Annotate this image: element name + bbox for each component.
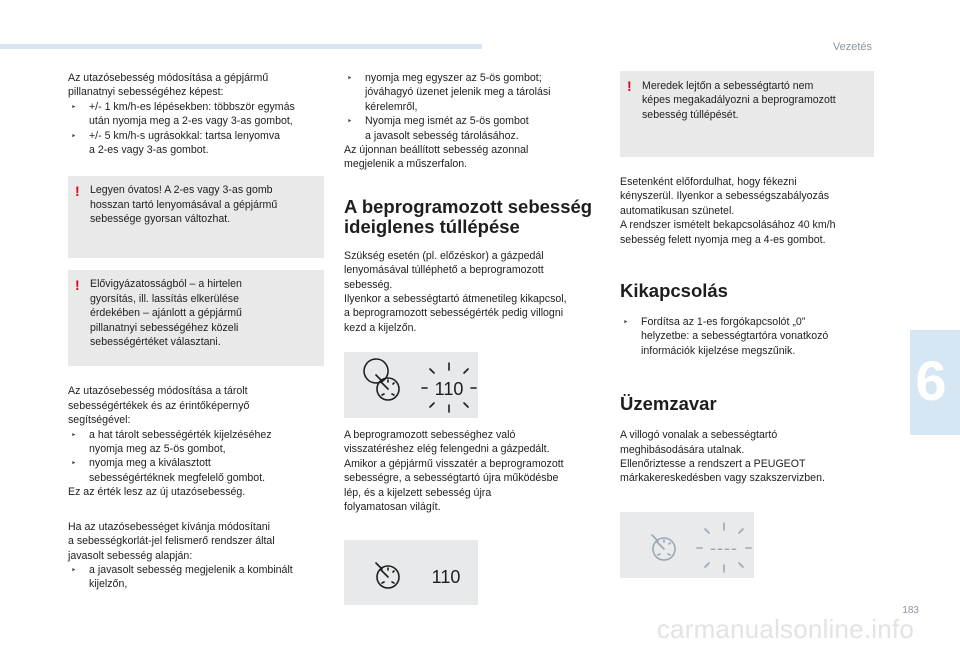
text-line: segítségével: xyxy=(68,414,131,427)
text-line: jóváhagyó üzenet jelenik meg a tárolási xyxy=(365,86,551,99)
bullet-item xyxy=(344,114,606,143)
warning-icon: ! xyxy=(75,277,80,294)
bullet-item xyxy=(68,428,324,457)
text-line: megjelenik a műszerfalon. xyxy=(344,158,468,171)
text-line: után nyomja meg a 2-es vagy 3-as gombot, xyxy=(89,115,293,128)
text-line: Legyen óvatos! A 2-es vagy 3-as gomb xyxy=(90,184,273,197)
text-line: folyamatosan világít. xyxy=(344,501,441,514)
text-line: automatikusan szünetel. xyxy=(620,204,735,217)
braking-paragraph xyxy=(620,175,874,247)
text-line: A villogó vonalak a sebességtartó xyxy=(620,429,778,442)
speedometer-icon xyxy=(376,563,399,588)
heading-line: ideiglenes túllépése xyxy=(344,215,520,237)
text-line: sebessége gyorsan változhat. xyxy=(90,213,231,226)
text-line: ‣ Nyomja meg ismét az 5-ös gombot xyxy=(365,115,529,128)
stored-outro xyxy=(68,485,324,499)
text-line: javasolt sebesség alapján: xyxy=(68,549,193,562)
text-line: visszatéréshez elég felengedni a gázpedált. xyxy=(344,443,550,456)
text-line: hosszan tartó lenyomásával a gépjármű xyxy=(90,198,278,211)
text-line: meghibásodására utalnak. xyxy=(620,443,745,456)
overspeed-paragraph xyxy=(344,249,606,335)
text-line: ‣ a hat tárolt sebességérték kijelzéséhez xyxy=(89,428,272,441)
text-line: Ellenőriztesse a rendszert a PEUGEOT xyxy=(620,458,806,471)
text-line: érdekében – ajánlott a gépjármű xyxy=(90,307,242,320)
text-line: Amikor a gépjármű visszatér a beprogramozott xyxy=(344,457,564,470)
text-line: kérelemről, xyxy=(365,100,418,113)
text-line: A beprogramozott sebességhez való xyxy=(344,429,516,441)
heading-line: Üzemzavar xyxy=(620,393,717,415)
speed-dashes-text: ---- xyxy=(710,538,738,558)
section-title: Vezetés xyxy=(832,41,872,53)
text-line: Ilyenkor a sebességtartó átmenetileg kikapcsol, xyxy=(344,293,567,306)
text-line: Elővigyázatosságból – a hirtelen xyxy=(90,278,242,291)
speed-value-text: 110 xyxy=(434,379,464,399)
speedometer-icon xyxy=(364,359,399,400)
text-line: ‣ +/- 1 km/h-es lépésekben: többször egymás xyxy=(89,100,295,113)
warning-icon: ! xyxy=(75,183,80,200)
bullet-item xyxy=(68,100,324,129)
text-line: pillanatnyi sebességéhez közeli xyxy=(90,321,239,334)
warning-box xyxy=(68,176,324,258)
text-line: Ez az érték lesz az új utazósebesség. xyxy=(68,486,246,499)
intro-paragraph xyxy=(68,71,324,100)
section-heading xyxy=(344,197,606,237)
text-line: sebesség. xyxy=(344,278,393,291)
text-line: ‣ nyomja meg a kiválasztott xyxy=(89,457,211,470)
speedometer-icon xyxy=(652,535,675,560)
text-line: Meredek lejtőn a sebességtartó nem xyxy=(642,80,814,92)
text-line: a 2-es vagy 3-as gombot. xyxy=(89,144,209,157)
speed-value-text: 110 xyxy=(431,567,461,587)
column-2 xyxy=(344,71,606,345)
return-paragraph xyxy=(344,428,606,514)
bullet-item xyxy=(68,129,324,158)
text-line: ‣ nyomja meg egyszer az 5-ös gombot; xyxy=(365,72,542,84)
dashboard-display-fault xyxy=(620,512,754,578)
column-1 xyxy=(68,71,324,592)
limit-intro xyxy=(68,520,324,563)
fault-paragraph xyxy=(620,428,874,486)
bullet-item xyxy=(620,315,874,358)
text-line: pillanatnyi sebességéhez képest: xyxy=(68,86,224,99)
text-line: lép, és a kijelzett sebesség újra xyxy=(344,486,492,499)
adjust-bullets xyxy=(68,100,324,158)
warning-icon: ! xyxy=(627,78,632,94)
continued-bullets xyxy=(344,71,606,143)
warning-box xyxy=(68,270,324,366)
text-line: ‣ a javasolt sebesség megjelenik a kombinált xyxy=(89,563,293,576)
column-3 xyxy=(620,71,874,496)
heading-line: A beprogramozott sebesség xyxy=(344,195,593,217)
bullet-item xyxy=(68,563,324,592)
after-paragraph xyxy=(344,143,606,172)
page-number: 183 xyxy=(902,605,919,616)
text-line: lenyomásával túlléphető a beprogramozott xyxy=(344,264,544,277)
bullet-item xyxy=(344,71,606,114)
section-heading xyxy=(620,394,874,414)
text-line: nyomja meg az 5-ös gombot, xyxy=(89,443,226,456)
text-line: sebesség felett nyomja meg a 4-es gombot. xyxy=(620,233,826,246)
text-line: Az utazósebesség módosítása a gépjármű xyxy=(68,72,269,84)
text-line: A rendszer ismételt bekapcsolásához 40 km/h xyxy=(620,219,836,232)
text-line: Ha az utazósebességet kívánja módosítani xyxy=(68,520,270,533)
switch-off-bullets xyxy=(620,315,874,358)
text-line: sebességértéknek megfelelő gombot. xyxy=(89,471,266,484)
text-line: információk kijelzése megszűnik. xyxy=(641,344,796,357)
text-line: Esetenként előfordulhat, hogy fékezni xyxy=(620,176,797,188)
text-line: képes megakadályozni a beprogramozott xyxy=(642,94,836,107)
text-line: ‣ +/- 5 km/h-s ugrásokkal: tartsa lenyomva xyxy=(89,129,281,142)
text-line: a javasolt sebesség tárolásához. xyxy=(365,129,519,142)
warning-box xyxy=(620,71,874,157)
text-line: sebességértékek és az érintőképernyő xyxy=(68,399,250,412)
watermark: carmanualsonline.info xyxy=(656,614,914,644)
text-line: Az újonnan beállított sebesség azonnal xyxy=(344,144,529,157)
section-heading xyxy=(620,281,874,301)
text-line: sebességértéket választani. xyxy=(90,336,221,349)
stored-bullets xyxy=(68,428,324,486)
dashboard-display-overspeed xyxy=(344,352,478,418)
header-accent-bar xyxy=(0,44,482,49)
text-line: kijelzőn, xyxy=(89,578,128,591)
dashboard-display-steady xyxy=(344,540,478,605)
text-line: gyorsítás, ill. lassítás elkerülése xyxy=(90,292,239,305)
text-line: helyzetbe: a sebességtartóra vonatkozó xyxy=(641,330,829,343)
stored-intro xyxy=(68,384,324,427)
chapter-tab xyxy=(910,330,960,435)
text-line: ‣ Fordítsa az 1-es forgókapcsolót „0” xyxy=(641,316,806,329)
text-line: a beprogramozott sebességérték pedig villogni xyxy=(344,307,564,320)
text-line: Az utazósebesség módosítása a tárolt xyxy=(68,385,248,398)
text-line: kezd a kijelzőn. xyxy=(344,321,417,334)
text-line: Szükség esetén (pl. előzéskor) a gázpedál xyxy=(344,249,544,262)
text-line: márkakereskedésben vagy szakszervizben. xyxy=(620,472,825,485)
text-line: a sebességkorlát-jel felismerő rendszer által xyxy=(68,535,275,548)
chapter-number: 6 xyxy=(915,349,947,412)
text-line: sebesség túllépését. xyxy=(642,108,739,121)
text-line: sebességre, a sebességtartó újra működésbe xyxy=(344,472,559,485)
text-line: kényszerül. Ilyenkor a sebességszabályozás xyxy=(620,190,830,203)
bullet-item xyxy=(68,456,324,485)
heading-line: Kikapcsolás xyxy=(620,280,728,302)
